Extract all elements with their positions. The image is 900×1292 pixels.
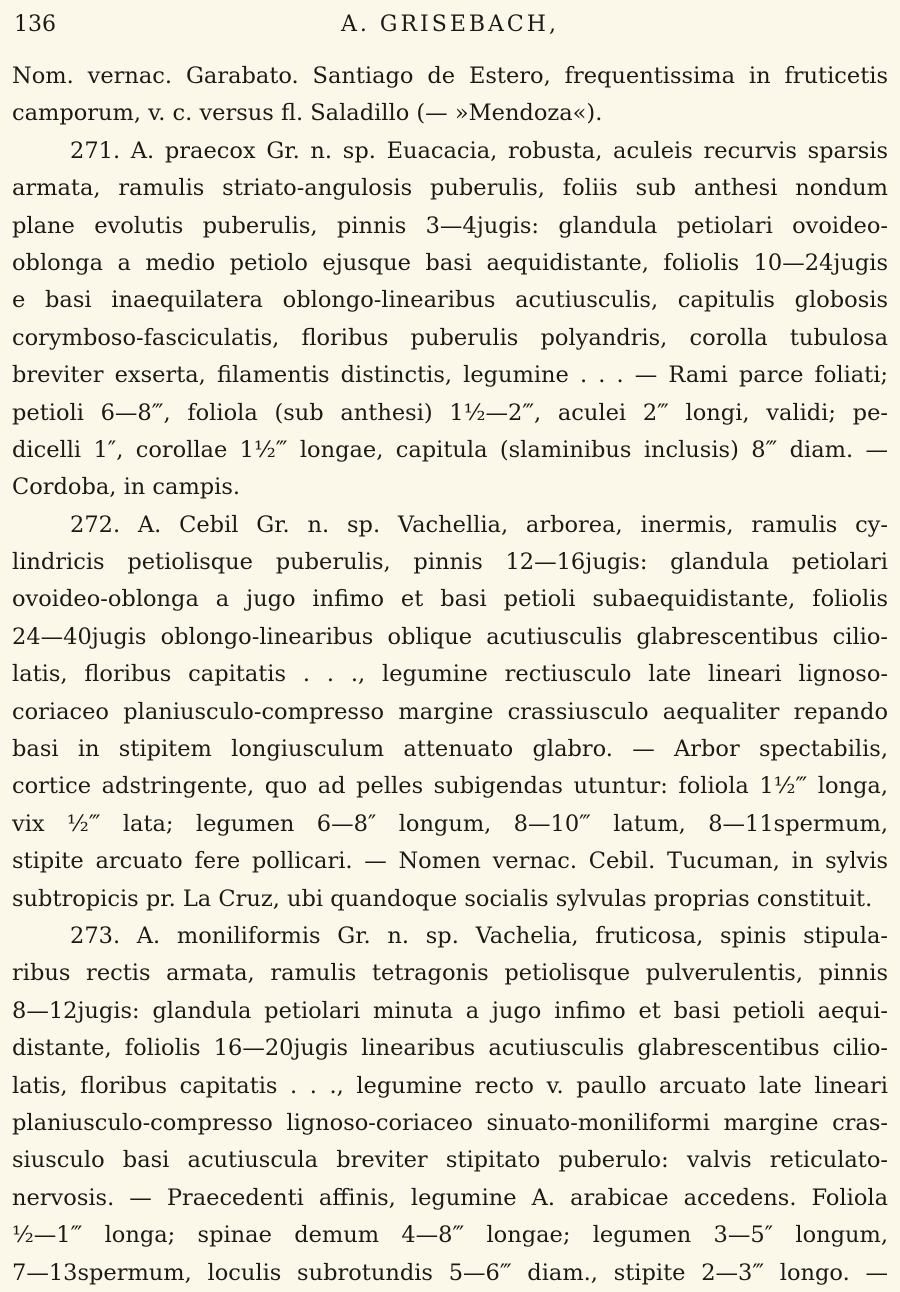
text-line: cortice adstringente, quo ad pelles subigendas utuntur: foliola 1½‴ longa, [12,773,888,800]
text-line: 272. A. Cebil Gr. n. sp. Vachellia, arborea, inermis, ramulis cy- [70,511,888,538]
text-line: 7—13spermum, loculis subrotundis 5—6‴ diam., stipite 2—3‴ longo. — [12,1259,888,1286]
text-line: basi in stipitem longiusculum attenuato glabro. — Arbor spectabilis, [12,736,888,763]
text-line: 8—12jugis: glandula petiolari minuta a jugo infimo et basi petioli aequi- [12,997,888,1024]
text-line: Cordoba, in campis. [12,474,241,501]
text-line: planiusculo-compresso lignoso-coriaceo sinuato-moniliformi margine cras- [12,1109,888,1136]
text-line: subtropicis pr. La Cruz, ubi quandoque socialis sylvulas proprias constituit. [12,885,873,912]
text-line: 24—40jugis oblongo-linearibus oblique acutiusculis glabrescentibus cilio- [12,623,888,650]
document-page [12,6,888,1286]
text-line: corymboso-fasciculatis, floribus puberulis polyandris, corolla tubulosa [12,324,888,351]
text-line: ½—1‴ longa; spinae demum 4—8‴ longae; legumen 3—5″ longum, [12,1222,888,1249]
text-line: coriaceo planiusculo-compresso margine crassiusculo aequaliter repando [12,698,888,725]
text-line: ovoideo-oblonga a jugo infimo et basi petioli subaequidistante, foliolis [12,586,888,613]
text-line: Nom. vernac. Garabato. Santiago de Estero, frequentissima in fruticetis [12,63,888,89]
text-line: lindricis petiolisque puberulis, pinnis 12—16jugis: glandula petiolari [12,549,888,576]
text-line: armata, ramulis striato-angulosis puberulis, foliis sub anthesi nondum [12,175,888,202]
text-line: plane evolutis puberulis, pinnis 3—4jugis: glandula petiolari ovoideo- [12,212,888,239]
text-line: nervosis. — Praecedenti affinis, legumine A. arabicae accedens. Foliola [12,1184,888,1211]
text-line: distante, foliolis 16—20jugis linearibus acutiusculis glabrescentibus cilio- [12,1035,888,1062]
text-line: petioli 6—8‴, foliola (sub anthesi) 1½—2‴, aculei 2‴ longi, validi; pe- [12,399,888,426]
text-line: latis, floribus capitatis . . ., legumine recto v. paullo arcuato late lineari [12,1072,888,1099]
page-header [12,6,888,52]
text-line: 273. A. moniliformis Gr. n. sp. Vachelia, fruticosa, spinis stipula- [70,922,888,949]
page-number: 136 [14,12,56,37]
text-line: dicelli 1″, corollae 1½‴ longae, capitula (slaminibus inclusis) 8‴ diam. — [12,436,888,463]
running-head: A. GRISEBACH, [341,12,559,37]
body-text [12,58,888,1292]
text-line: breviter exserta, filamentis distinctis, legumine . . . — Rami parce foliati; [12,362,888,389]
text-line: vix ½‴ lata; legumen 6—8″ longum, 8—10‴ latum, 8—11spermum, [12,810,888,837]
text-line: 271. A. praecox Gr. n. sp. Euacacia, robusta, aculeis recurvis sparsis [70,137,888,164]
text-line: e basi inaequilatera oblongo-linearibus acutiusculis, capitulis globosis [12,287,888,314]
text-line: siusculo basi acutiuscula breviter stipitato puberulo: valvis reticulato- [12,1147,888,1174]
text-line: stipite arcuato fere pollicari. — Nomen vernac. Cebil. Tucuman, in sylvis [12,848,888,875]
text-line: latis, floribus capitatis . . ., legumine rectiusculo late lineari lignoso- [12,661,888,688]
text-line: ribus rectis armata, ramulis tetragonis petiolisque pulverulentis, pinnis [12,960,888,987]
text-line: camporum, v. c. versus fl. Saladillo (— »Mendoza«). [12,100,603,127]
text-line: oblonga a medio petiolo ejusque basi aequidistante, foliolis 10—24jugis [12,249,888,276]
